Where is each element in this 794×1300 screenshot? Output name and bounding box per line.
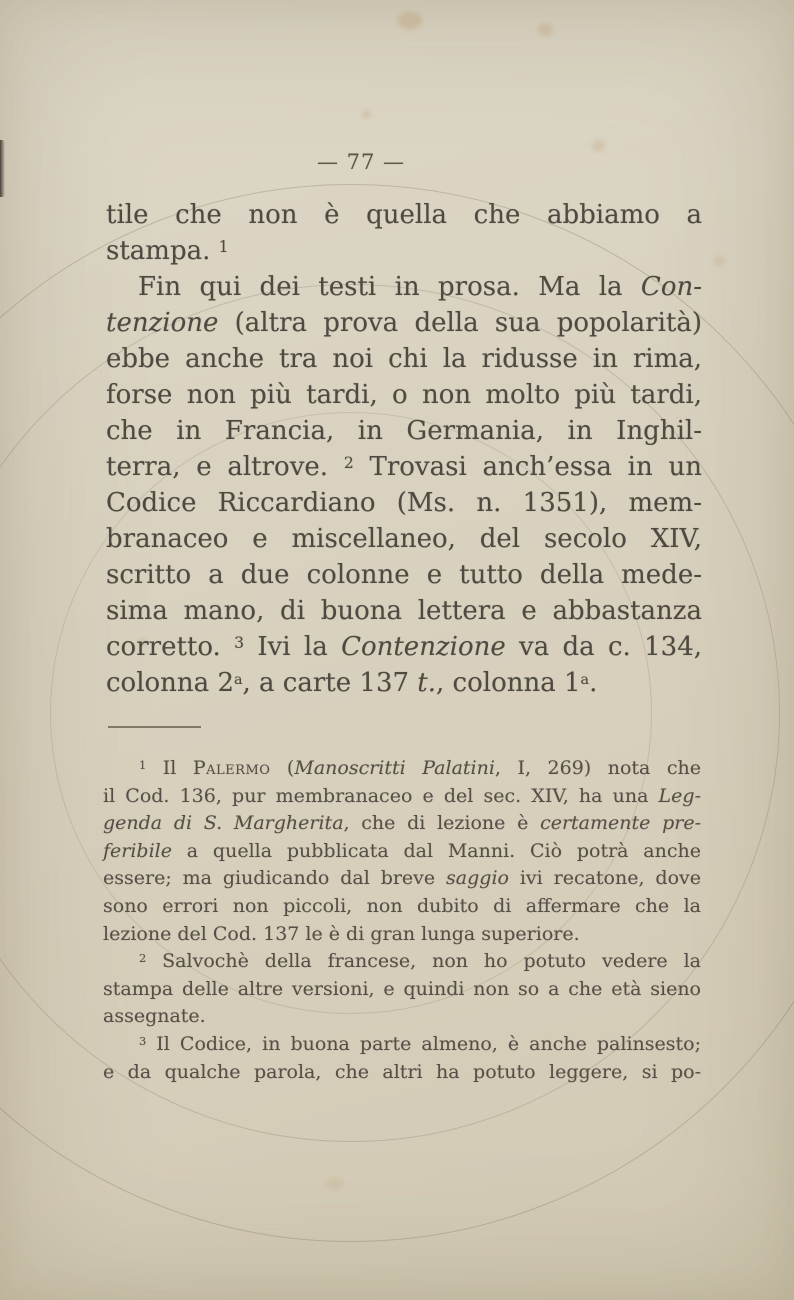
footnote-line [103, 755, 701, 783]
italic-segment: t. [417, 668, 437, 698]
text-segment: , a carte 137 [242, 668, 418, 698]
text-line [106, 557, 702, 593]
text-segment: stampa delle altre versioni, e quindi non so a che età sieno [103, 977, 701, 1000]
text-segment: sima mano, di buona lettera e abbastanza [106, 596, 702, 626]
text-segment: a quella pubblicata dal Manni. Ciò potrà anche [172, 839, 701, 862]
text-line [106, 521, 702, 557]
text-segment: terra, e altrove. [106, 452, 344, 482]
text-segment: Il [146, 757, 193, 779]
text-line [106, 665, 702, 701]
text-line [106, 449, 702, 485]
small-caps-name: Palermo [192, 757, 271, 779]
main-text-block [106, 197, 702, 701]
text-segment: ebbe anche tra noi chi la ridusse in rima, [106, 344, 702, 374]
text-segment: Salvochè della francese, non ho potuto vedere la [146, 950, 701, 973]
page-number: — 77 — [316, 150, 406, 174]
footnote-ref-2: 2 [343, 453, 354, 472]
text-segment: Trovasi anch’essa in un [353, 452, 702, 482]
footnote-line [103, 783, 701, 811]
text-segment: Ivi la [244, 632, 342, 662]
ordinal-superscript: a [580, 671, 590, 688]
text-line [106, 269, 702, 305]
footnote-line [103, 1003, 701, 1031]
text-segment: va da c. 134, [505, 632, 702, 662]
italic-segment: tenzione [106, 308, 219, 338]
text-segment: essere; ma giudicando dal breve [103, 867, 447, 890]
text-segment: Fin qui dei testi in prosa. Ma la [138, 272, 641, 302]
text-segment: scritto a due colonne e tutto della mede- [106, 560, 702, 590]
footnote-line [103, 810, 701, 838]
text-line [106, 197, 702, 233]
italic-segment: Con- [640, 272, 702, 302]
text-segment: che in Francia, in Germania, in Inghil- [106, 416, 702, 446]
text-segment: e da qualche parola, che altri ha potuto leggere, si po- [103, 1060, 701, 1083]
footnote-ref-3: 3 [234, 633, 245, 652]
footnote-number-1: 1 [139, 757, 147, 772]
text-segment: assegnate. [103, 1005, 206, 1028]
text-line [106, 593, 702, 629]
text-segment: Il Codice, in buona parte almeno, è anche palinsesto; [146, 1032, 701, 1055]
text-segment: , I, 269) nota che [494, 757, 701, 779]
text-segment: , colonna 1 [436, 668, 581, 698]
text-line [106, 377, 702, 413]
text-line [106, 485, 702, 521]
italic-segment: saggio [446, 867, 509, 890]
footnote-line [103, 865, 701, 893]
text-segment: Codice Riccardiano (Ms. n. 1351), mem- [106, 488, 702, 518]
italic-segment: certamente pre- [540, 812, 701, 835]
paper-stain [538, 24, 553, 36]
text-segment: (altra prova della sua popolarità) [218, 308, 702, 338]
italic-segment: Manoscritti Palatini [294, 757, 495, 779]
footnote-line [103, 838, 701, 866]
text-segment: , che di lezione è [343, 812, 541, 835]
italic-segment: feribile [103, 839, 172, 862]
text-segment: lezione del Cod. 137 le è di gran lunga superiore. [103, 922, 580, 945]
footnote-divider [108, 726, 201, 728]
footnote-line [103, 921, 701, 949]
text-segment: branaceo e miscellaneo, del secolo XIV, [106, 524, 702, 554]
italic-segment: Leg- [658, 784, 701, 807]
paper-stain [714, 256, 725, 266]
text-segment: corretto. [106, 632, 235, 662]
text-line [106, 233, 702, 269]
text-segment: stampa. [106, 236, 219, 266]
text-segment: tile che non è quella che abbiamo a [106, 200, 702, 230]
text-line [106, 629, 702, 665]
italic-segment: genda di S. Margherita [103, 812, 344, 835]
footnote-line [103, 1031, 701, 1059]
text-segment: colonna 2 [106, 668, 234, 698]
footnote-line [103, 976, 701, 1004]
footnote-line [103, 948, 701, 976]
paper-stain [398, 12, 422, 29]
text-line [106, 341, 702, 377]
footnote-ref-1: 1 [218, 237, 229, 256]
text-line [106, 413, 702, 449]
text-segment: ( [270, 757, 295, 779]
ordinal-superscript: a [233, 671, 243, 688]
text-segment: forse non più tardi, o non molto più tardi, [106, 380, 702, 410]
footnote-line [103, 1059, 701, 1087]
footnote-line [103, 893, 701, 921]
text-line [106, 305, 702, 341]
footnote-number-3: 3 [139, 1033, 147, 1048]
paper-stain [362, 110, 371, 119]
text-segment: . [589, 668, 598, 698]
text-segment: ivi recatone, dove [508, 867, 701, 890]
footnote-number-2: 2 [139, 951, 147, 966]
paper-stain [326, 1178, 343, 1190]
text-segment: sono errori non piccoli, non dubito di affermare che la [103, 894, 701, 917]
italic-segment: Contenzione [341, 632, 506, 662]
footnotes-block [103, 755, 701, 1086]
text-segment: il Cod. 136, pur membranaceo e del sec. XIV, ha una [103, 784, 659, 807]
